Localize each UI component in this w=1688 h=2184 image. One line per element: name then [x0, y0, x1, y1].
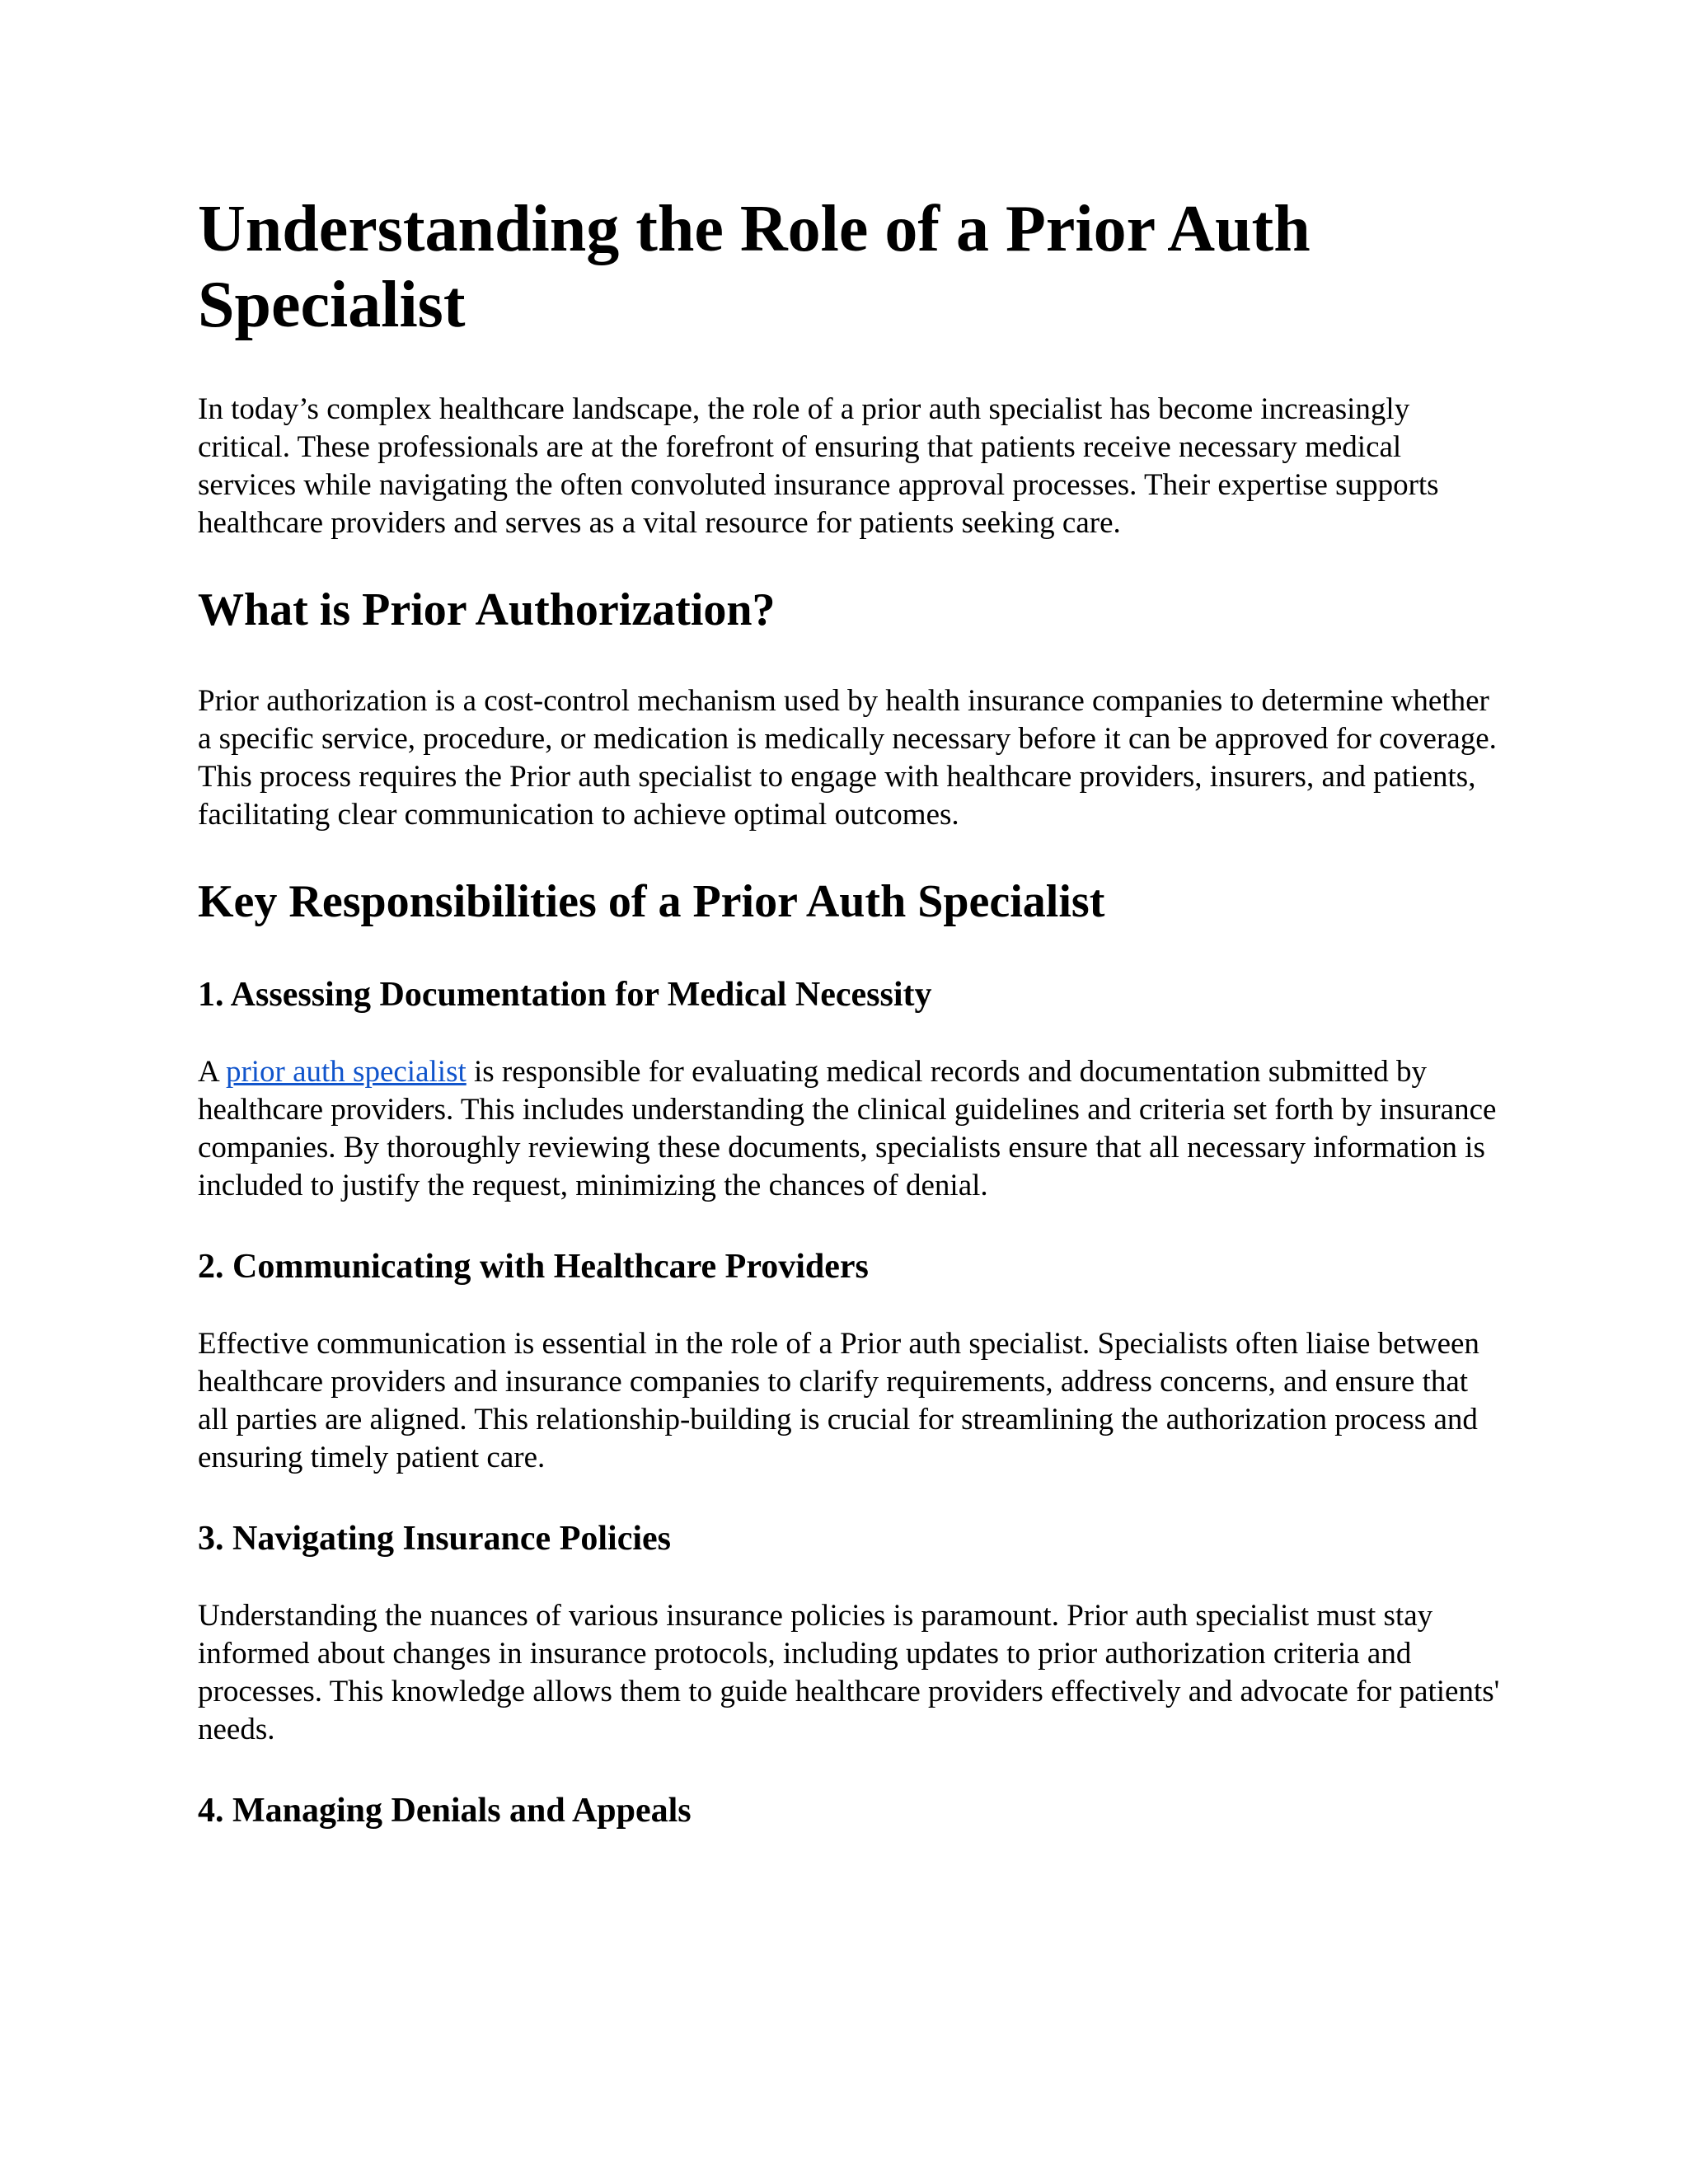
paragraph-text-prefix: A	[198, 1055, 226, 1089]
heading-what-is-prior-authorization: What is Prior Authorization?	[198, 584, 776, 635]
intro-paragraph: In today’s complex healthcare landscape, the role of a prior auth specialist has become increasingly critical. These professionals are at the forefront of ensuring that patients receive necessary medical services while navigating the often convoluted insurance approval processes. Their expertise supports healthcare providers and serves as a vital resource for patients seeking care.	[198, 392, 1439, 540]
document-page	[198, 191, 1500, 1869]
subheading-managing-denials-and-appeals: 4. Managing Denials and Appeals	[198, 1792, 692, 1830]
paragraph-text-suffix: is responsible for evaluating medical records and documentation submitted by healthcare providers. This includes understanding the clinical guidelines and criteria set forth by insurance companies. By thoroughly reviewing these documents, specialists ensure that all necessary information is included to justify the request, minimizing the chances of denial.	[198, 1055, 1497, 1202]
prior-auth-specialist-link[interactable]: prior auth specialist	[225, 1055, 467, 1089]
subheading-navigating-insurance-policies: 3. Navigating Insurance Policies	[198, 1520, 671, 1558]
subheading-communicating-with-providers: 2. Communicating with Healthcare Providers	[198, 1248, 869, 1286]
page-title: Understanding the Role of a Prior Auth Specialist	[198, 193, 1311, 341]
navigating-insurance-policies-paragraph: Understanding the nuances of various insurance policies is paramount. Prior auth specialist must stay informed about changes in insurance protocols, including updates to prior authorization criteria and processes. This knowledge allows them to guide healthcare providers effectively and advocate for patients' needs.	[198, 1599, 1500, 1746]
subheading-assessing-documentation: 1. Assessing Documentation for Medical Necessity	[198, 976, 932, 1014]
assessing-documentation-paragraph	[198, 1053, 1500, 1205]
heading-key-responsibilities: Key Responsibilities of a Prior Auth Specialist	[198, 876, 1105, 927]
communicating-with-providers-paragraph: Effective communication is essential in the role of a Prior auth specialist. Specialists often liaise between healthcare providers and insurance companies to clarify requirements, address concerns, and ensure that all parties are aligned. This relationship-building is crucial for streamlining the authorization process and ensuring timely patient care.	[198, 1327, 1479, 1474]
prior-authorization-paragraph: Prior authorization is a cost-control mechanism used by health insurance companies to determine whether a specific service, procedure, or medication is medically necessary before it can be approved for coverage. This process requires the Prior auth specialist to engage with healthcare providers, insurers, and patients, facilitating clear communication to achieve optimal outcomes.	[198, 684, 1497, 832]
